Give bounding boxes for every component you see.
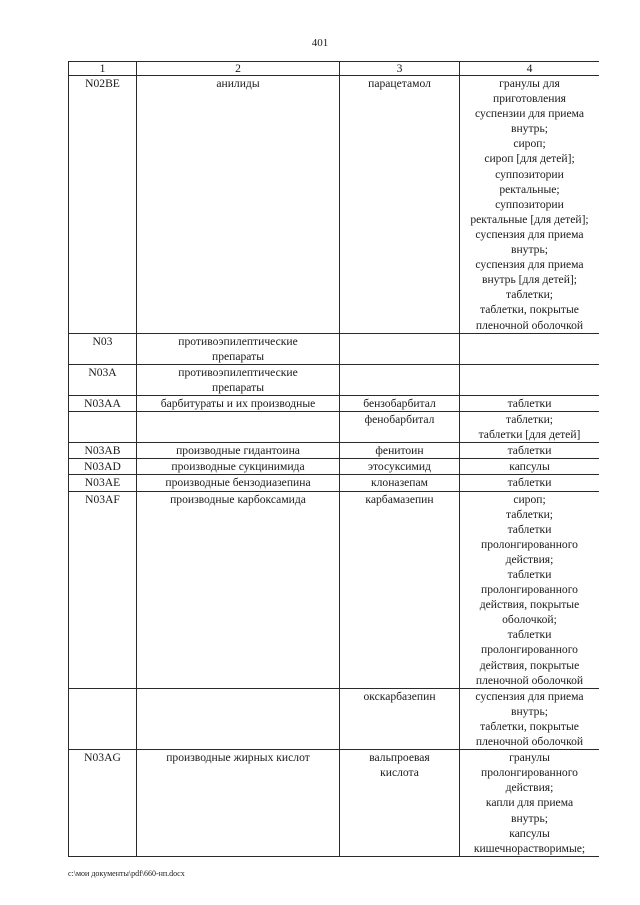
substance-cell: парацетамол bbox=[340, 76, 460, 334]
substance-cell: клоназепам bbox=[340, 475, 460, 491]
atc-code-cell: N03AB bbox=[69, 443, 137, 459]
header-cell-3: 3 bbox=[340, 62, 460, 76]
dosage-forms-cell: капсулы bbox=[460, 459, 600, 475]
dosage-forms-cell: таблетки bbox=[460, 395, 600, 411]
table-row bbox=[69, 395, 600, 411]
dosage-forms-cell: таблетки bbox=[460, 443, 600, 459]
substance-cell: фенитоин bbox=[340, 443, 460, 459]
substance-cell: этосуксимид bbox=[340, 459, 460, 475]
substance-cell bbox=[340, 364, 460, 395]
table-row bbox=[69, 688, 600, 749]
dosage-forms-cell: гранулы пролонгированного действия; капли для приема внутрь; капсулы кишечнорастворимые; bbox=[460, 750, 600, 857]
group-name-cell: производные жирных кислот bbox=[137, 750, 340, 857]
drug-table bbox=[68, 61, 599, 857]
table-header-row bbox=[69, 62, 600, 76]
atc-code-cell: N03AD bbox=[69, 459, 137, 475]
group-name-cell bbox=[137, 688, 340, 749]
atc-code-cell: N03 bbox=[69, 333, 137, 364]
header-cell-2: 2 bbox=[137, 62, 340, 76]
table-row bbox=[69, 475, 600, 491]
atc-code-cell: N03A bbox=[69, 364, 137, 395]
dosage-forms-cell: таблетки; таблетки [для детей] bbox=[460, 412, 600, 443]
atc-code-cell: N03AA bbox=[69, 395, 137, 411]
table-row bbox=[69, 491, 600, 688]
group-name-cell bbox=[137, 412, 340, 443]
substance-cell: бензобарбитал bbox=[340, 395, 460, 411]
substance-cell: окскарбазепин bbox=[340, 688, 460, 749]
header-cell-1: 1 bbox=[69, 62, 137, 76]
table-row bbox=[69, 459, 600, 475]
header-cell-4: 4 bbox=[460, 62, 600, 76]
group-name-cell: производные бензодиазепина bbox=[137, 475, 340, 491]
substance-cell: карбамазепин bbox=[340, 491, 460, 688]
group-name-cell: барбитураты и их производные bbox=[137, 395, 340, 411]
group-name-cell: анилиды bbox=[137, 76, 340, 334]
table-row bbox=[69, 76, 600, 334]
page-number: 401 bbox=[311, 37, 329, 49]
substance-cell: вальпроевая кислота bbox=[340, 750, 460, 857]
atc-code-cell bbox=[69, 412, 137, 443]
table-row bbox=[69, 412, 600, 443]
dosage-forms-cell: таблетки bbox=[460, 475, 600, 491]
table-row bbox=[69, 443, 600, 459]
substance-cell: фенобарбитал bbox=[340, 412, 460, 443]
dosage-forms-cell: сироп; таблетки; таблетки пролонгированного действия; таблетки пролонгированного действия, покрытые оболочкой; таблетки пролонгированного действия, покрытые пленочной оболочкой bbox=[460, 491, 600, 688]
atc-code-cell: N02BE bbox=[69, 76, 137, 334]
group-name-cell: противоэпилептические препараты bbox=[137, 333, 340, 364]
atc-code-cell bbox=[69, 688, 137, 749]
atc-code-cell: N03AG bbox=[69, 750, 137, 857]
table-row bbox=[69, 364, 600, 395]
table-row bbox=[69, 333, 600, 364]
footer-file-path: c:\мои документы\pdf\660-нп.docx bbox=[68, 869, 185, 878]
group-name-cell: производные карбоксамида bbox=[137, 491, 340, 688]
table-row bbox=[69, 750, 600, 857]
table-viewport bbox=[68, 61, 599, 860]
dosage-forms-cell bbox=[460, 333, 600, 364]
group-name-cell: противоэпилептические препараты bbox=[137, 364, 340, 395]
atc-code-cell: N03AF bbox=[69, 491, 137, 688]
dosage-forms-cell: гранулы для приготовления суспензии для приема внутрь; сироп; сироп [для детей]; суппозитории ректальные; суппозитории ректальные [для детей]; суспензия для приема внутрь; суспензия для приема внутрь [для детей]; таблетки; таблетки, покрытые пленочной оболочкой bbox=[460, 76, 600, 334]
dosage-forms-cell bbox=[460, 364, 600, 395]
group-name-cell: производные сукцинимида bbox=[137, 459, 340, 475]
group-name-cell: производные гидантоина bbox=[137, 443, 340, 459]
atc-code-cell: N03AE bbox=[69, 475, 137, 491]
dosage-forms-cell: суспензия для приема внутрь; таблетки, покрытые пленочной оболочкой bbox=[460, 688, 600, 749]
substance-cell bbox=[340, 333, 460, 364]
